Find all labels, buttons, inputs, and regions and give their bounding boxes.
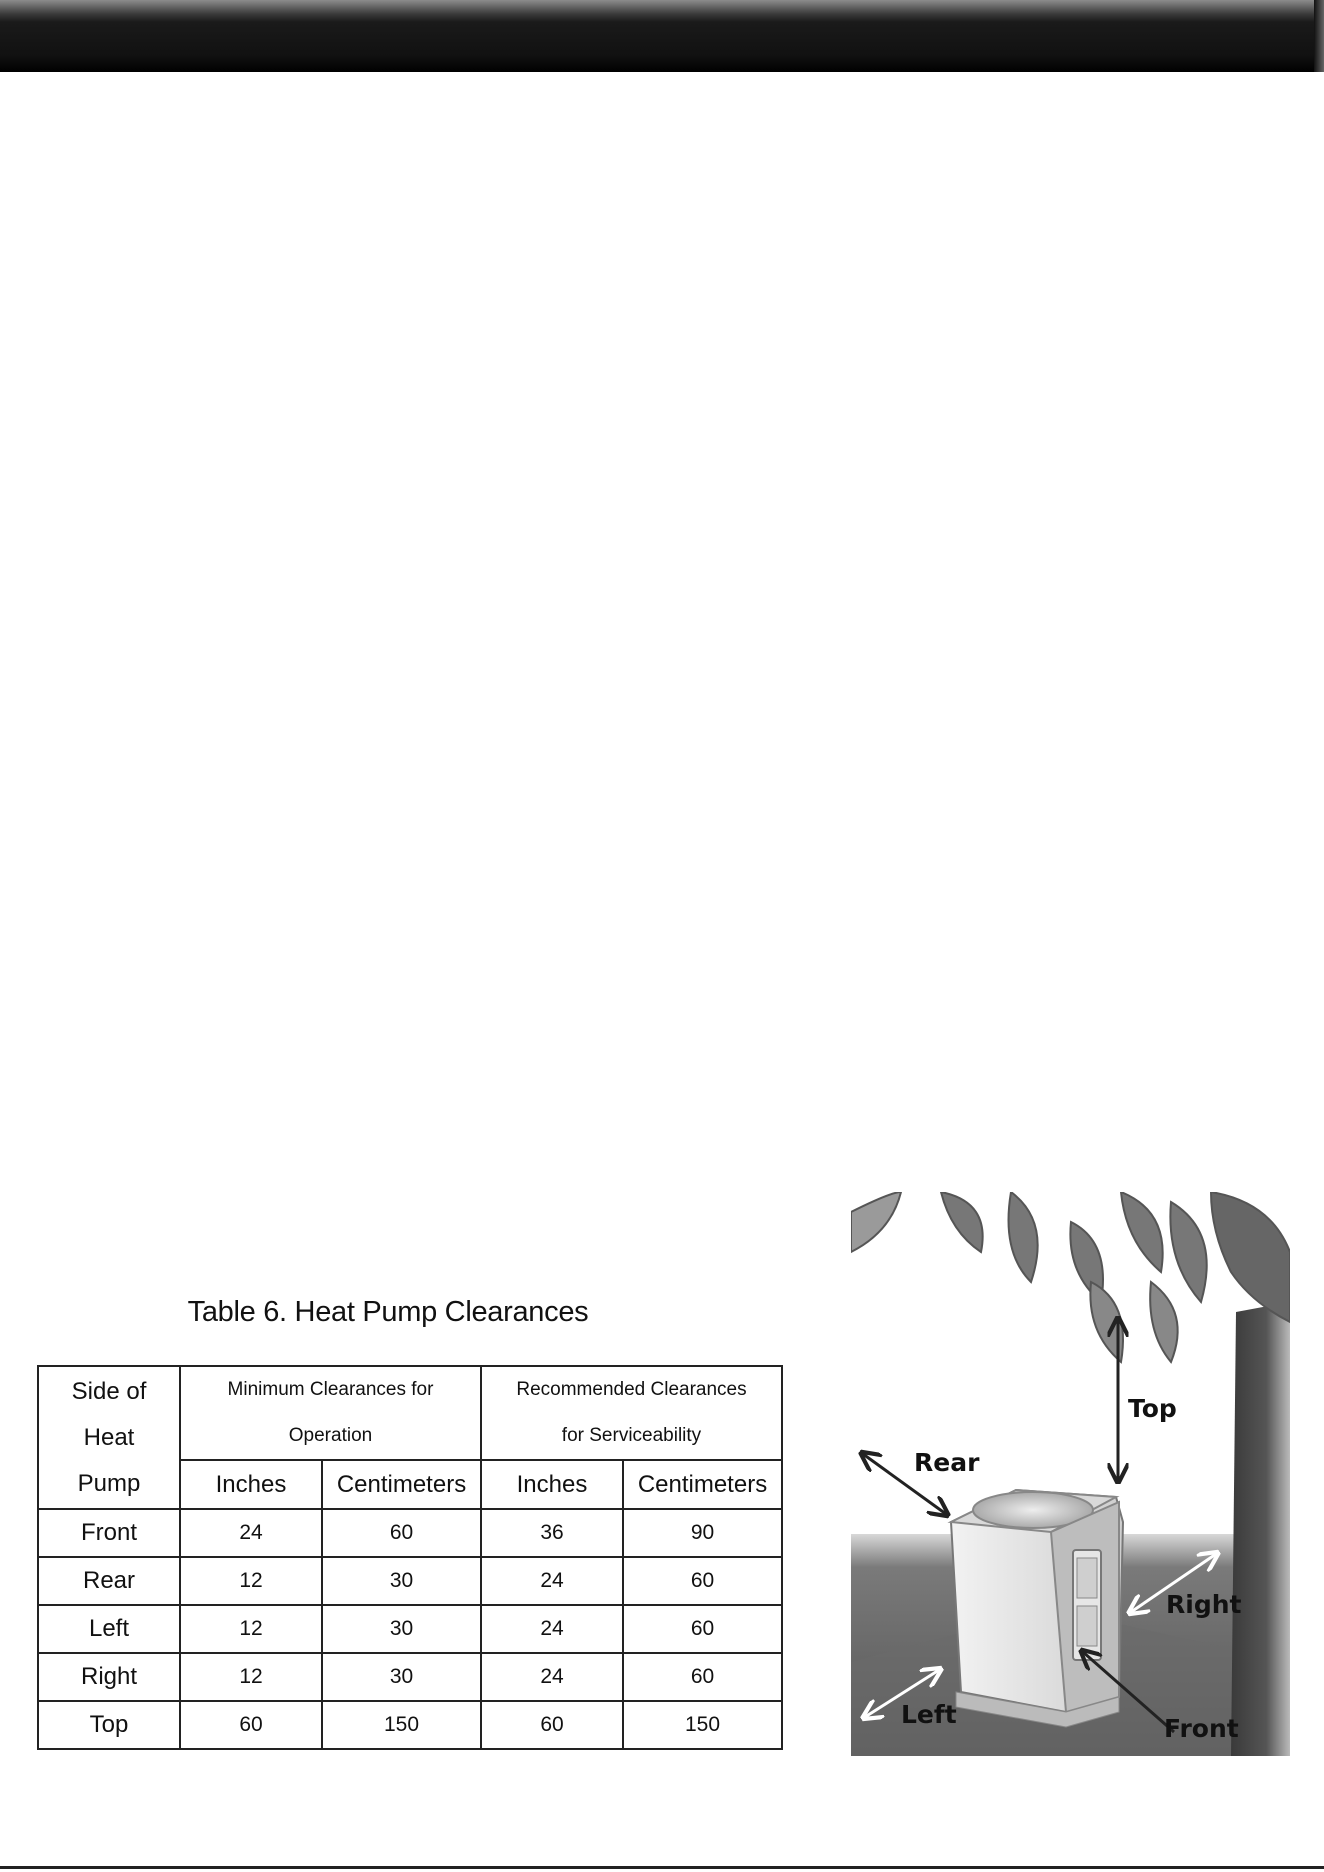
side-of-heat-pump-header: [38, 1366, 180, 1509]
rec-cm-cell: 60: [623, 1653, 782, 1701]
clearance-table: [37, 1365, 783, 1750]
min-cm-cell: 30: [322, 1605, 481, 1653]
min-inches-cell: 60: [180, 1701, 322, 1749]
side-cell: Rear: [38, 1557, 180, 1605]
table-row: [38, 1605, 782, 1653]
table-row: [38, 1557, 782, 1605]
min-inches-cell: 12: [180, 1557, 322, 1605]
side-header-line: Side of: [71, 1377, 147, 1405]
rec-inches-cell: 24: [481, 1557, 623, 1605]
rec-cm-cell: 150: [623, 1701, 782, 1749]
foliage: [851, 1192, 1290, 1362]
label-rear: Rear: [914, 1448, 980, 1477]
header-bar-edge: [1314, 0, 1324, 72]
side-cell: Left: [38, 1605, 180, 1653]
label-top: Top: [1128, 1394, 1177, 1423]
header-bar: [0, 0, 1324, 72]
rec-header-line: for Serviceability: [561, 1425, 702, 1446]
rec-inches-cell: 60: [481, 1701, 623, 1749]
label-right: Right: [1166, 1590, 1242, 1619]
min-inches-cell: 12: [180, 1653, 322, 1701]
unit-header-inches: Inches: [180, 1460, 322, 1509]
table-row: [38, 1653, 782, 1701]
label-front: Front: [1164, 1714, 1239, 1743]
rec-inches-cell: 24: [481, 1653, 623, 1701]
table-row: [38, 1509, 782, 1557]
rec-inches-cell: 36: [481, 1509, 623, 1557]
footer-rule: [0, 1866, 1324, 1869]
table-title: Table 6. Heat Pump Clearances: [187, 1296, 589, 1328]
min-header-line: Operation: [288, 1425, 373, 1446]
rec-clearance-header: [481, 1366, 782, 1460]
side-header-line: Heat: [83, 1423, 135, 1451]
rec-header-line: Recommended Clearances: [516, 1379, 747, 1400]
unit-header-centimeters: Centimeters: [322, 1460, 481, 1509]
unit-header-inches: Inches: [481, 1460, 623, 1509]
min-cm-cell: 30: [322, 1557, 481, 1605]
min-inches-cell: 24: [180, 1509, 322, 1557]
min-cm-cell: 30: [322, 1653, 481, 1701]
min-clearance-header: [180, 1366, 481, 1460]
side-header-line: Pump: [77, 1469, 141, 1497]
min-header-line: Minimum Clearances for: [227, 1379, 434, 1400]
rec-cm-cell: 60: [623, 1557, 782, 1605]
min-cm-cell: 60: [322, 1509, 481, 1557]
label-left: Left: [901, 1700, 957, 1729]
rec-cm-cell: 90: [623, 1509, 782, 1557]
rec-inches-cell: 24: [481, 1605, 623, 1653]
min-cm-cell: 150: [322, 1701, 481, 1749]
side-cell: Front: [38, 1509, 180, 1557]
tree-trunk: [1231, 1302, 1290, 1756]
side-cell: Right: [38, 1653, 180, 1701]
clearance-illustration: [851, 1192, 1290, 1756]
unit-header-centimeters: Centimeters: [623, 1460, 782, 1509]
table-row: [38, 1701, 782, 1749]
side-cell: Top: [38, 1701, 180, 1749]
heat-pump-unit: [951, 1490, 1123, 1727]
rec-cm-cell: 60: [623, 1605, 782, 1653]
min-inches-cell: 12: [180, 1605, 322, 1653]
